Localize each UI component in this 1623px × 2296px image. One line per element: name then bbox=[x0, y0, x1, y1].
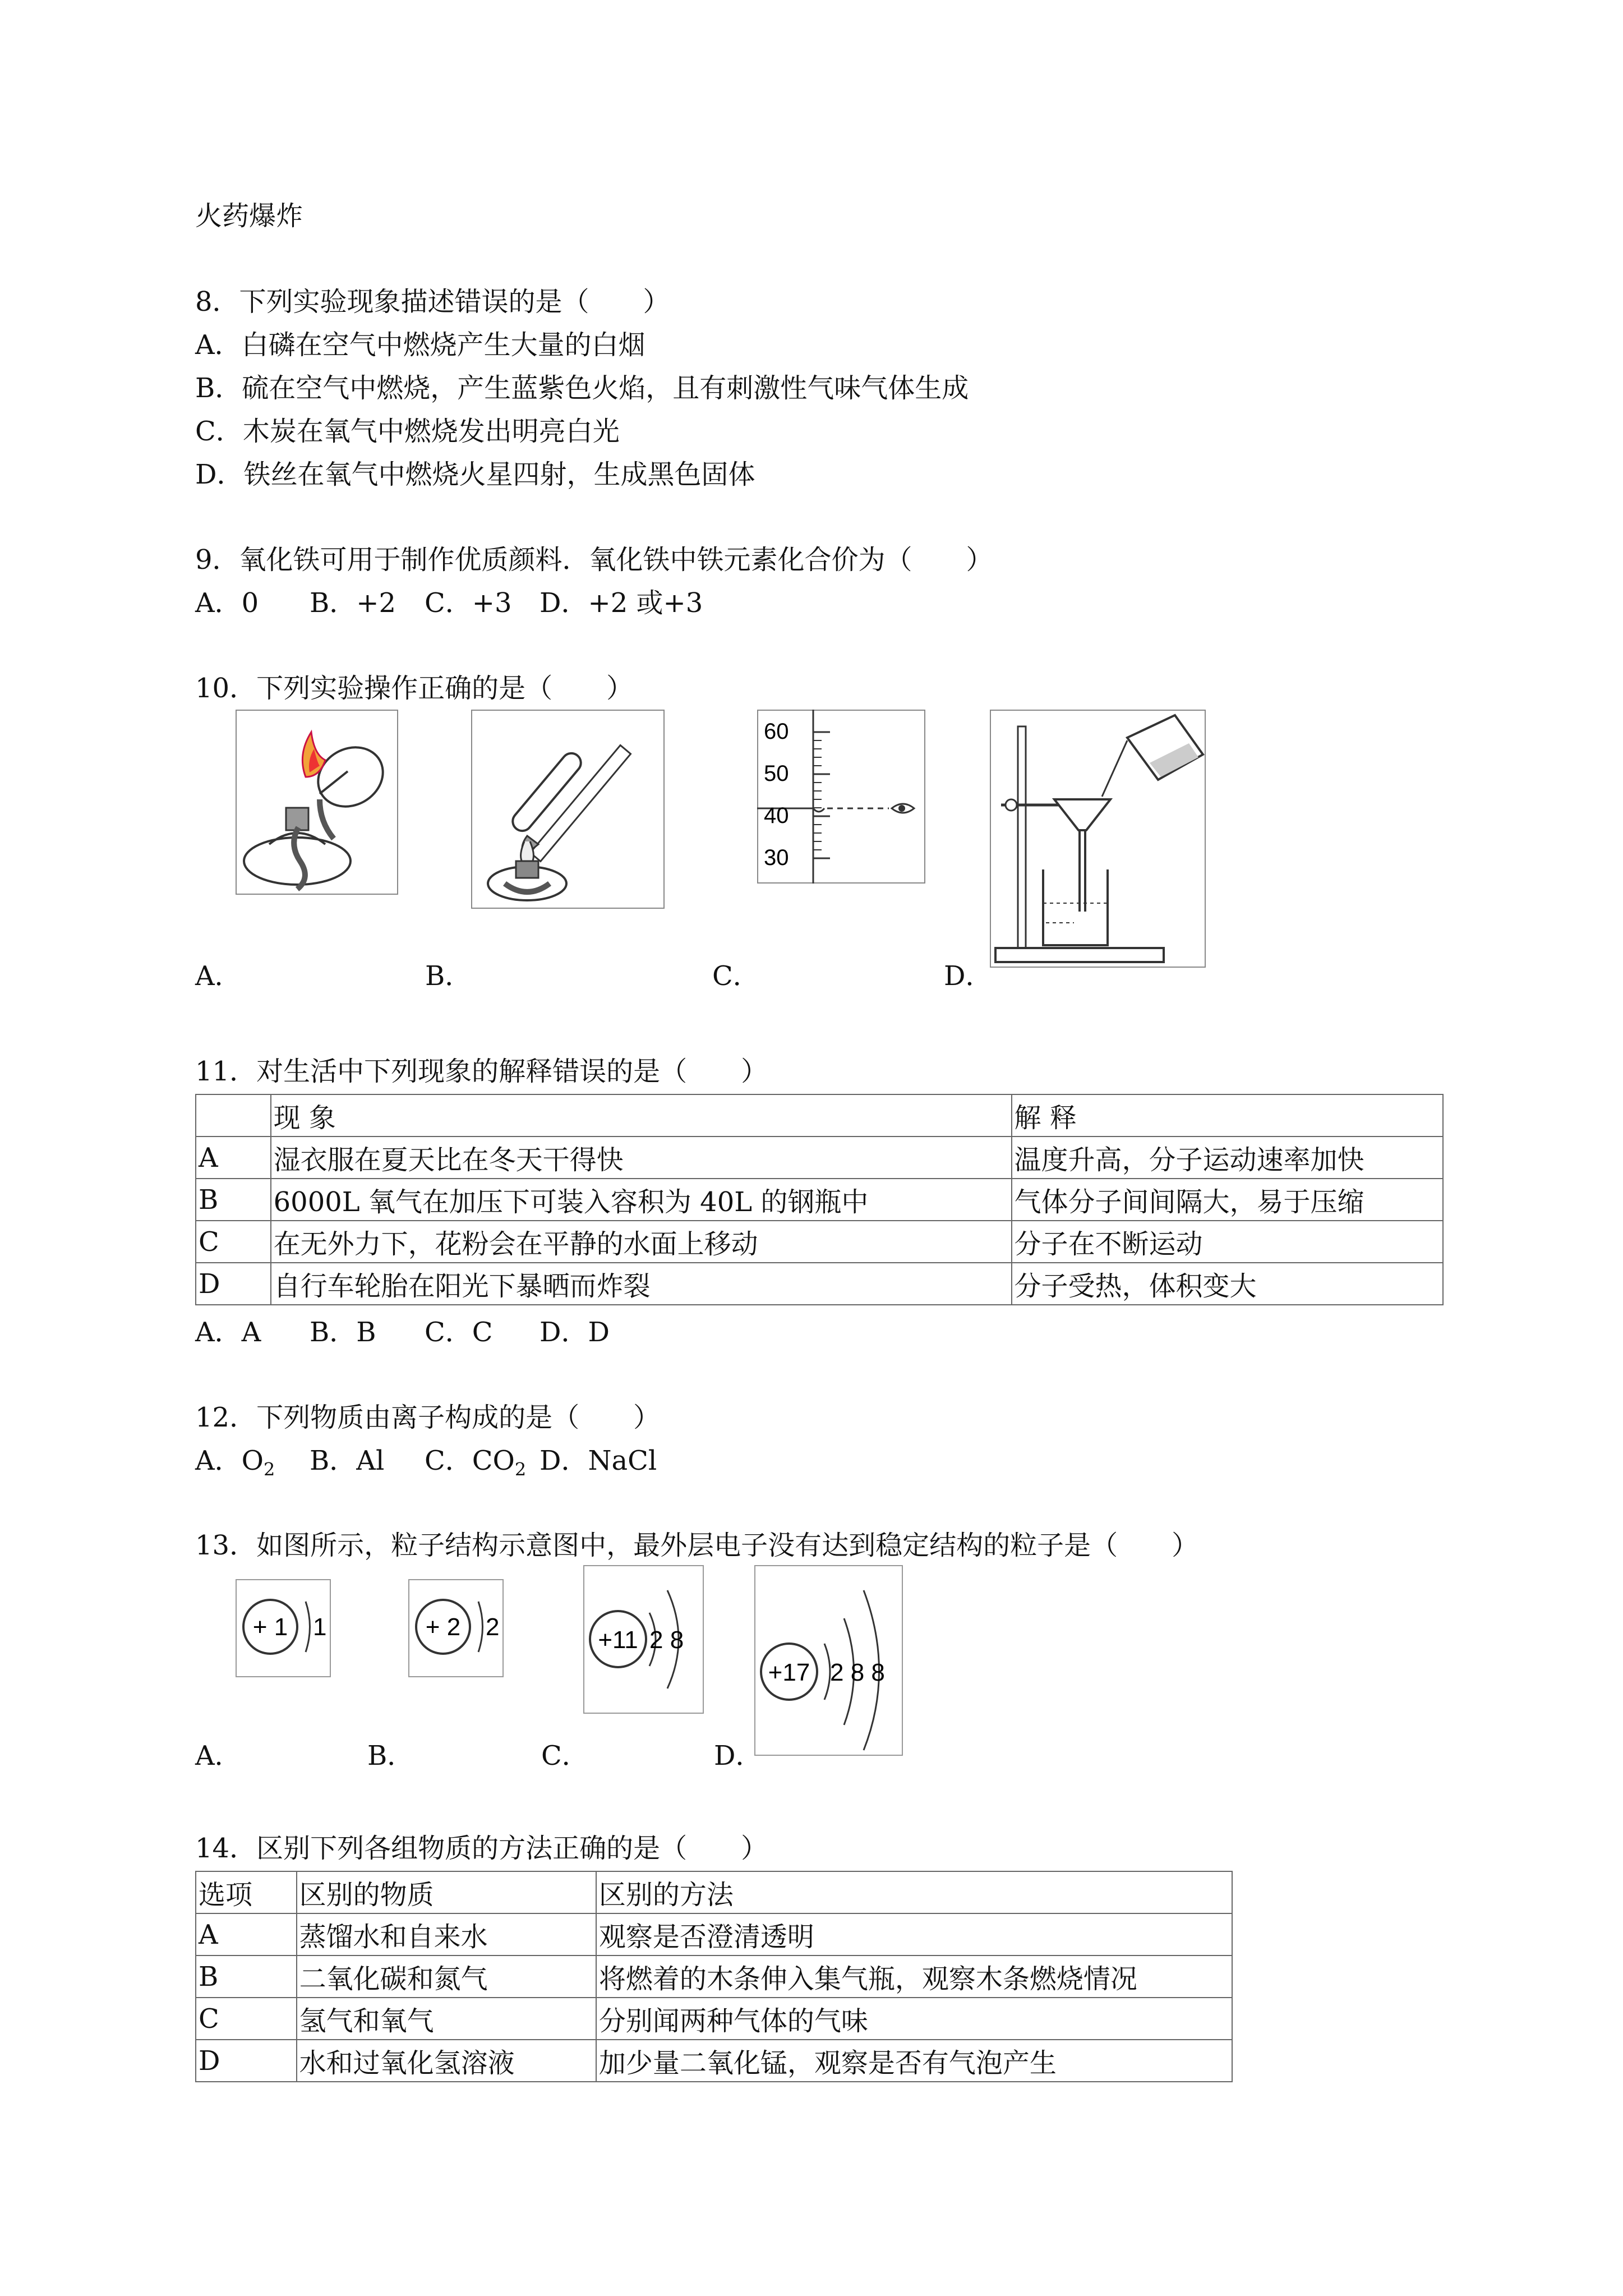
table-cell bbox=[196, 1094, 271, 1137]
table-row bbox=[196, 1913, 1232, 1955]
table-cell: 分别闻两种气体的气味 bbox=[596, 1998, 1232, 2040]
table-cell: B bbox=[196, 1955, 297, 1998]
atom-d-electrons: 2 8 8 bbox=[830, 1659, 885, 1686]
atom-b-electrons: 2 bbox=[486, 1613, 500, 1641]
q13-label-b: B． bbox=[367, 1740, 414, 1772]
cylinder-tick-40: 40 bbox=[764, 803, 789, 828]
q11-table bbox=[195, 1094, 1444, 1305]
table-cell: A bbox=[196, 1913, 297, 1955]
q14-table bbox=[195, 1871, 1233, 2082]
table-row bbox=[196, 1263, 1443, 1305]
table-row bbox=[196, 1179, 1443, 1221]
cylinder-tick-30: 30 bbox=[764, 845, 789, 870]
q12-option-d-text: D．NaCl bbox=[540, 1445, 657, 1476]
q12-option-a-text: A．O bbox=[195, 1445, 264, 1476]
q11-option-a: A．A bbox=[195, 1317, 261, 1348]
table-cell: 气体分子间间隔大，易于压缩 bbox=[1012, 1179, 1443, 1221]
q12-option-c-subscript: 2 bbox=[514, 1458, 527, 1480]
table-cell: 分子在不断运动 bbox=[1012, 1221, 1443, 1263]
top-fragment-text: 火药爆炸 bbox=[195, 200, 303, 232]
q10-label-c: C． bbox=[712, 960, 760, 992]
table-cell: 自行车轮胎在阳光下暴晒而炸裂 bbox=[271, 1263, 1012, 1305]
q12-stem: 12．下列物质由离子构成的是（ ） bbox=[195, 1402, 661, 1433]
q8-stem: 8．下列实验现象描述错误的是（ ） bbox=[195, 286, 670, 318]
table-row bbox=[196, 1137, 1443, 1179]
table-cell: 湿衣服在夏天比在冬天干得快 bbox=[271, 1137, 1012, 1179]
table-cell: 蒸馏水和自来水 bbox=[297, 1913, 596, 1955]
q13-stem: 13．如图所示，粒子结构示意图中，最外层电子没有达到稳定结构的粒子是（ ） bbox=[195, 1530, 1199, 1561]
cylinder-tick-60: 60 bbox=[764, 719, 789, 744]
q13-atom-d bbox=[754, 1565, 903, 1756]
table-row bbox=[196, 1955, 1232, 1998]
q9-option-a: A．0 bbox=[195, 587, 259, 619]
table-cell: D bbox=[196, 1263, 271, 1305]
table-cell: 温度升高，分子运动速率加快 bbox=[1012, 1137, 1443, 1179]
table-row bbox=[196, 2040, 1232, 2082]
q14-stem: 14．区别下列各组物质的方法正确的是（ ） bbox=[195, 1833, 768, 1864]
atom-c-nucleus: +11 bbox=[598, 1626, 638, 1654]
q11-stem: 11．对生活中下列现象的解释错误的是（ ） bbox=[195, 1056, 768, 1087]
table-cell: 分子受热，体积变大 bbox=[1012, 1263, 1443, 1305]
q12-option-a-subscript: 2 bbox=[264, 1458, 275, 1480]
q10-label-d: D． bbox=[944, 960, 993, 992]
atom-a-nucleus: + 1 bbox=[252, 1613, 288, 1641]
q10-stem: 10．下列实验操作正确的是（ ） bbox=[195, 673, 634, 704]
q11-option-d: D．D bbox=[540, 1317, 610, 1348]
q11-option-c: C．C bbox=[425, 1317, 493, 1348]
q13-atom-c bbox=[583, 1565, 704, 1714]
q10-figure-d-filtration bbox=[990, 710, 1206, 968]
q10-label-a: A． bbox=[195, 960, 242, 992]
table-cell: C bbox=[196, 1221, 271, 1263]
q9-option-d: D．+2 或+3 bbox=[540, 587, 703, 619]
table-cell: 6000L 氧气在加压下可装入容积为 40L 的钢瓶中 bbox=[271, 1179, 1012, 1221]
table-row bbox=[196, 1871, 1232, 1913]
q10-figure-b-test-tube bbox=[471, 710, 665, 909]
q12-option-a bbox=[195, 1444, 275, 1487]
cylinder-tick-50: 50 bbox=[764, 761, 789, 786]
q12-option-b-text: B．Al bbox=[310, 1445, 385, 1476]
q12-option-b bbox=[310, 1444, 384, 1478]
q11-option-b: B．B bbox=[310, 1317, 376, 1348]
q13-label-a: A． bbox=[195, 1740, 242, 1772]
table-cell: A bbox=[196, 1137, 271, 1179]
q9-stem: 9．氧化铁可用于制作优质颜料．氧化铁中铁元素化合价为（ ） bbox=[195, 544, 993, 576]
q8-option-c: C．木炭在氧气中燃烧发出明亮白光 bbox=[195, 416, 620, 447]
table-cell: B bbox=[196, 1179, 271, 1221]
table-header-option: 选项 bbox=[196, 1871, 297, 1913]
table-cell: 观察是否澄清透明 bbox=[596, 1913, 1232, 1955]
table-cell: C bbox=[196, 1998, 297, 2040]
q10-figure-c-cylinder bbox=[757, 710, 925, 884]
table-cell: 氢气和氧气 bbox=[297, 1998, 596, 2040]
atom-b-nucleus: + 2 bbox=[425, 1613, 461, 1641]
q13-atom-b bbox=[408, 1579, 504, 1677]
atom-a-electrons: 1 bbox=[313, 1613, 327, 1641]
q13-atom-a bbox=[236, 1579, 331, 1677]
table-cell: 将燃着的木条伸入集气瓶，观察木条燃烧情况 bbox=[596, 1955, 1232, 1998]
atom-c-electrons: 2 8 bbox=[649, 1626, 684, 1654]
q10-label-b: B． bbox=[425, 960, 472, 992]
table-row bbox=[196, 1221, 1443, 1263]
table-cell: 在无外力下，花粉会在平静的水面上移动 bbox=[271, 1221, 1012, 1263]
table-header-substances: 区别的物质 bbox=[297, 1871, 596, 1913]
q13-label-d: D． bbox=[714, 1740, 763, 1772]
q13-label-c: C． bbox=[541, 1740, 589, 1772]
q12-option-d bbox=[540, 1444, 657, 1478]
q9-option-c: C．+3 bbox=[425, 587, 512, 619]
q8-option-a: A．白磷在空气中燃烧产生大量的白烟 bbox=[195, 329, 645, 361]
table-row bbox=[196, 1094, 1443, 1137]
table-cell: 加少量二氧化锰，观察是否有气泡产生 bbox=[596, 2040, 1232, 2082]
q9-option-b: B．+2 bbox=[310, 587, 396, 619]
table-cell: 水和过氧化氢溶液 bbox=[297, 2040, 596, 2082]
q12-option-c-text: C．CO bbox=[425, 1445, 515, 1476]
table-header-method: 区别的方法 bbox=[596, 1871, 1232, 1913]
q12-option-c bbox=[425, 1444, 526, 1487]
table-header-explanation: 解 释 bbox=[1012, 1094, 1443, 1137]
table-row bbox=[196, 1998, 1232, 2040]
q8-option-b: B．硫在空气中燃烧，产生蓝紫色火焰，且有刺激性气味气体生成 bbox=[195, 372, 969, 404]
q8-option-d: D．铁丝在氧气中燃烧火星四射，生成黑色固体 bbox=[195, 459, 755, 490]
table-cell: 二氧化碳和氮气 bbox=[297, 1955, 596, 1998]
atom-d-nucleus: +17 bbox=[768, 1659, 810, 1686]
q10-figure-a-lamp bbox=[236, 710, 398, 895]
table-cell: D bbox=[196, 2040, 297, 2082]
table-header-phenomenon: 现 象 bbox=[271, 1094, 1012, 1137]
